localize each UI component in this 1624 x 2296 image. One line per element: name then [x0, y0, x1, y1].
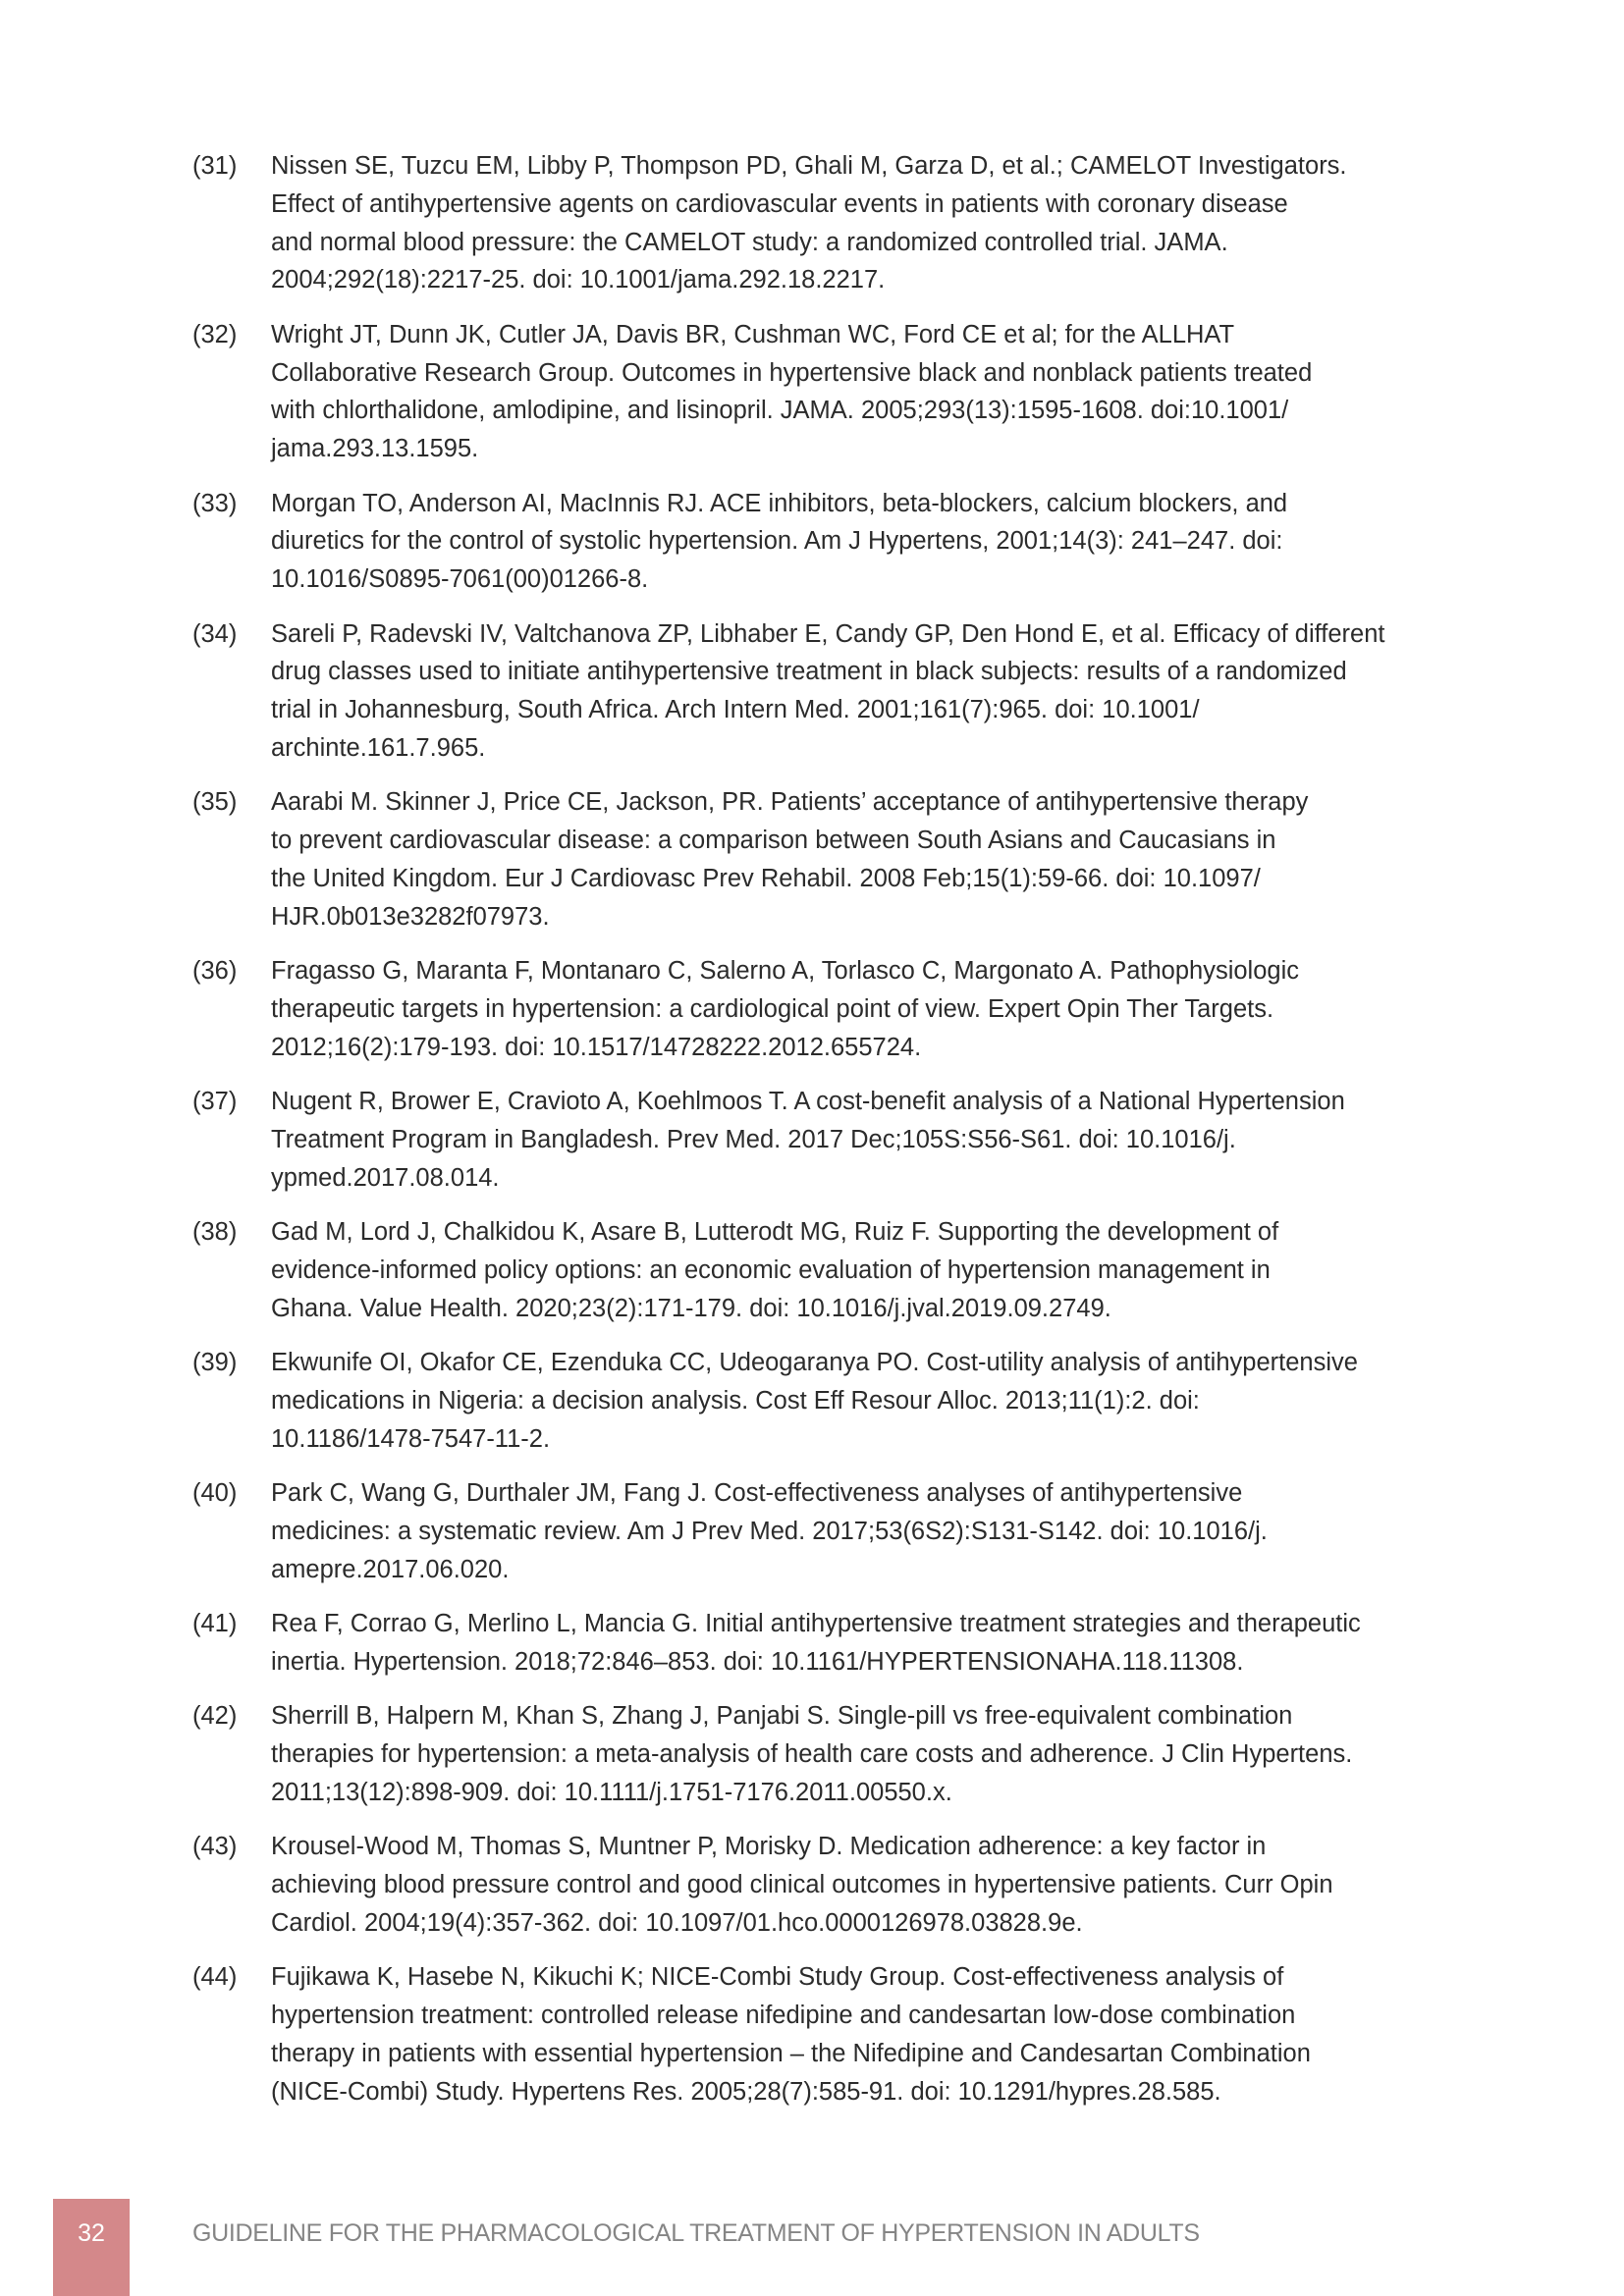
- reference-line: Wright JT, Dunn JK, Cutler JA, Davis BR, Cushman WC, Ford CE et al; for the ALLHAT: [271, 320, 1235, 348]
- reference-number: (33): [192, 489, 238, 517]
- reference-number: (44): [192, 1963, 238, 1992]
- reference-text: [271, 1605, 1449, 1682]
- reference-number: (42): [192, 1702, 238, 1731]
- reference-line: Morgan TO, Anderson AI, MacInnis RJ. ACE inhibitors, beta-blockers, calcium blockers, and: [271, 489, 1288, 517]
- reference-line: Sherrill B, Halpern M, Khan S, Zhang J, Panjabi S. Single-pill vs free-equivalent combination: [271, 1702, 1293, 1731]
- reference-number: (39): [192, 1349, 238, 1377]
- reference-number: (32): [192, 320, 238, 348]
- reference-item: [192, 952, 1449, 1066]
- reference-text: [271, 783, 1449, 935]
- reference-item: [192, 1213, 1449, 1327]
- reference-line: Fragasso G, Maranta F, Montanaro C, Salerno A, Torlasco C, Margonato A. Pathophysiologic: [271, 957, 1299, 986]
- page-number: 32: [78, 2219, 105, 2247]
- reference-number: (41): [192, 1610, 238, 1638]
- reference-line: 10.1016/S0895-7061(00)01266-8.: [271, 565, 649, 594]
- reference-text: [271, 615, 1449, 768]
- reference-line: medications in Nigeria: a decision analysis. Cost Eff Resour Alloc. 2013;11(1):2. doi:: [271, 1386, 1200, 1415]
- reference-text: [271, 1083, 1449, 1197]
- reference-item: [192, 1605, 1449, 1682]
- reference-line: 2012;16(2):179-193. doi: 10.1517/14728222.2012.655724.: [271, 1033, 922, 1061]
- reference-line: Rea F, Corrao G, Merlino L, Mancia G. Initial antihypertensive treatment strategies and therapeutic: [271, 1610, 1361, 1638]
- reference-line: inertia. Hypertension. 2018;72:846–853. doi: 10.1161/HYPERTENSIONAHA.118.11308.: [271, 1647, 1244, 1676]
- footer-title: GUIDELINE FOR THE PHARMACOLOGICAL TREATMENT OF HYPERTENSION IN ADULTS: [192, 2219, 1200, 2247]
- reference-text: [271, 1213, 1449, 1327]
- reference-number: (36): [192, 957, 238, 986]
- reference-line: medicines: a systematic review. Am J Prev Med. 2017;53(6S2):S131-S142. doi: 10.1016/j.: [271, 1517, 1268, 1545]
- reference-list: [192, 147, 1449, 2127]
- reference-item: [192, 316, 1449, 468]
- reference-line: diuretics for the control of systolic hypertension. Am J Hypertens, 2001;14(3): 241–247. doi:: [271, 527, 1283, 556]
- reference-text: [271, 1697, 1449, 1811]
- reference-item: [192, 783, 1449, 935]
- reference-number: (34): [192, 619, 238, 648]
- reference-text: [271, 1474, 1449, 1588]
- reference-line: to prevent cardiovascular disease: a comparison between South Asians and Caucasians in: [271, 827, 1276, 855]
- reference-number: (37): [192, 1088, 238, 1116]
- reference-line: Fujikawa K, Hasebe N, Kikuchi K; NICE-Combi Study Group. Cost-effectiveness analysis of: [271, 1963, 1284, 1992]
- reference-text: [271, 485, 1449, 599]
- reference-text: [271, 1958, 1449, 2110]
- reference-line: 2011;13(12):898-909. doi: 10.1111/j.1751-7176.2011.00550.x.: [271, 1778, 952, 1806]
- reference-line: Ekwunife OI, Okafor CE, Ezenduka CC, Udeogaranya PO. Cost-utility analysis of antihypertensive: [271, 1349, 1358, 1377]
- reference-line: ypmed.2017.08.014.: [271, 1163, 500, 1192]
- reference-line: Cardiol. 2004;19(4):357-362. doi: 10.1097/01.hco.0000126978.03828.9e.: [271, 1908, 1083, 1937]
- reference-item: [192, 1083, 1449, 1197]
- reference-text: [271, 147, 1449, 299]
- reference-line: with chlorthalidone, amlodipine, and lisinopril. JAMA. 2005;293(13):1595-1608. doi:10.1001/: [271, 397, 1289, 425]
- reference-line: (NICE-Combi) Study. Hypertens Res. 2005;28(7):585-91. doi: 10.1291/hypres.28.585.: [271, 2077, 1221, 2106]
- reference-number: (31): [192, 152, 238, 180]
- reference-number: (35): [192, 788, 238, 817]
- reference-item: [192, 1697, 1449, 1811]
- reference-item: [192, 1474, 1449, 1588]
- reference-text: [271, 952, 1449, 1066]
- reference-line: jama.293.13.1595.: [271, 435, 479, 463]
- reference-line: 10.1186/1478-7547-11-2.: [271, 1424, 551, 1453]
- reference-line: Gad M, Lord J, Chalkidou K, Asare B, Lutterodt MG, Ruiz F. Supporting the development of: [271, 1218, 1279, 1247]
- reference-text: [271, 1344, 1449, 1458]
- reference-line: amepre.2017.06.020.: [271, 1555, 510, 1583]
- reference-line: trial in Johannesburg, South Africa. Arch Intern Med. 2001;161(7):965. doi: 10.1001/: [271, 696, 1200, 724]
- reference-line: evidence-informed policy options: an economic evaluation of hypertension management in: [271, 1255, 1271, 1284]
- reference-number: (38): [192, 1218, 238, 1247]
- reference-line: Aarabi M. Skinner J, Price CE, Jackson, PR. Patients’ acceptance of antihypertensive therapy: [271, 788, 1309, 817]
- reference-line: Nugent R, Brower E, Cravioto A, Koehlmoos T. A cost-benefit analysis of a National Hypertension: [271, 1088, 1345, 1116]
- reference-line: achieving blood pressure control and good clinical outcomes in hypertensive patients. Curr Opin: [271, 1871, 1333, 1898]
- reference-line: drug classes used to initiate antihypertensive treatment in black subjects: results of a randomized: [271, 658, 1347, 686]
- reference-number: (43): [192, 1833, 238, 1861]
- reference-line: Ghana. Value Health. 2020;23(2):171-179. doi: 10.1016/j.jval.2019.09.2749.: [271, 1294, 1111, 1322]
- reference-item: [192, 147, 1449, 299]
- reference-line: therapy in patients with essential hypertension – the Nifedipine and Candesartan Combination: [271, 2039, 1311, 2067]
- reference-number: (40): [192, 1479, 238, 1508]
- reference-line: Treatment Program in Bangladesh. Prev Med. 2017 Dec;105S:S56-S61. doi: 10.1016/j.: [271, 1125, 1236, 1153]
- reference-item: [192, 1958, 1449, 2110]
- reference-item: [192, 1828, 1449, 1942]
- reference-item: [192, 1344, 1449, 1458]
- reference-line: therapeutic targets in hypertension: a cardiological point of view. Expert Opin Ther Targets.: [271, 994, 1274, 1023]
- reference-text: [271, 316, 1449, 468]
- reference-line: and normal blood pressure: the CAMELOT study: a randomized controlled trial. JAMA.: [271, 228, 1228, 256]
- reference-line: Collaborative Research Group. Outcomes in hypertensive black and nonblack patients treated: [271, 358, 1313, 387]
- page-number-tab: [53, 2199, 130, 2296]
- reference-line: hypertension treatment: controlled release nifedipine and candesartan low-dose combination: [271, 2001, 1296, 2029]
- reference-line: Park C, Wang G, Durthaler JM, Fang J. Cost-effectiveness analyses of antihypertensive: [271, 1479, 1243, 1508]
- reference-line: Nissen SE, Tuzcu EM, Libby P, Thompson PD, Ghali M, Garza D, et al.; CAMELOT Investigators.: [271, 152, 1347, 180]
- reference-line: 2004;292(18):2217-25. doi: 10.1001/jama.292.18.2217.: [271, 266, 886, 294]
- reference-item: [192, 485, 1449, 599]
- reference-line: the United Kingdom. Eur J Cardiovasc Prev Rehabil. 2008 Feb;15(1):59-66. doi: 10.1097/: [271, 864, 1261, 892]
- reference-line: archinte.161.7.965.: [271, 733, 486, 762]
- reference-line: therapies for hypertension: a meta-analysis of health care costs and adherence. J Clin Hypertens.: [271, 1740, 1353, 1769]
- reference-line: Sareli P, Radevski IV, Valtchanova ZP, Libhaber E, Candy GP, Den Hond E, et al. Efficacy of different: [271, 619, 1385, 648]
- reference-text: [271, 1828, 1449, 1942]
- reference-item: [192, 615, 1449, 768]
- reference-line: HJR.0b013e3282f07973.: [271, 902, 550, 931]
- reference-line: Effect of antihypertensive agents on cardiovascular events in patients with coronary disease: [271, 189, 1288, 218]
- reference-line: Krousel-Wood M, Thomas S, Muntner P, Morisky D. Medication adherence: a key factor in: [271, 1833, 1267, 1861]
